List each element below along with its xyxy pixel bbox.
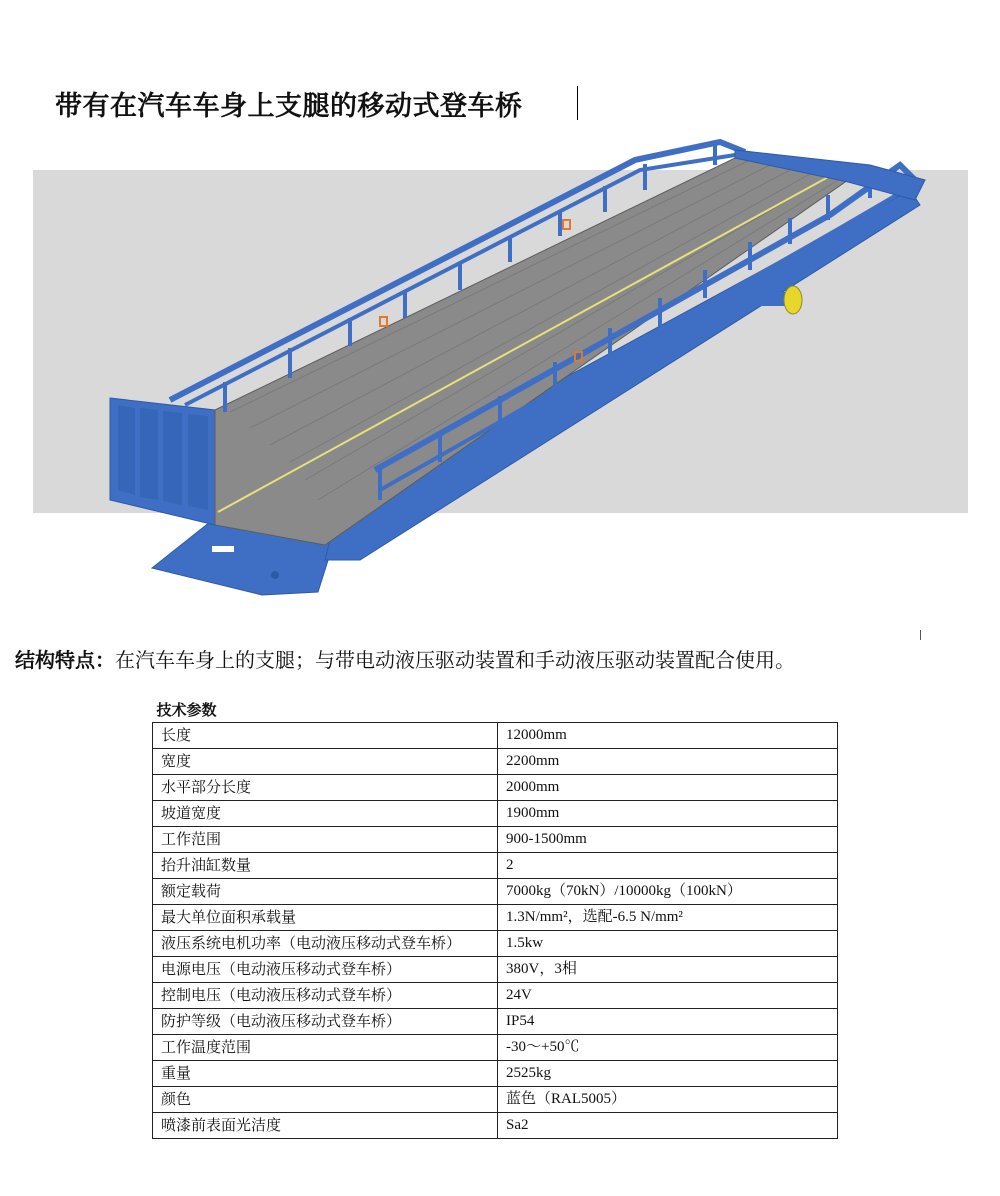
spec-key: 水平部分长度 [153, 775, 498, 801]
spec-key: 液压系统电机功率（电动液压移动式登车桥） [153, 931, 498, 957]
spec-value: Sa2 [498, 1113, 838, 1139]
spec-key: 工作温度范围 [153, 1035, 498, 1061]
features-label: 结构特点： [15, 648, 115, 672]
spec-key: 抬升油缸数量 [153, 853, 498, 879]
spec-key: 电源电压（电动液压移动式登车桥） [153, 957, 498, 983]
spec-key: 工作范围 [153, 827, 498, 853]
text-caret [577, 86, 578, 120]
table-row [153, 879, 838, 905]
table-row [153, 749, 838, 775]
spec-key: 重量 [153, 1061, 498, 1087]
table-row [153, 1113, 838, 1139]
spec-value: IP54 [498, 1009, 838, 1035]
spec-table [152, 700, 838, 1139]
spec-value: 12000mm [498, 723, 838, 749]
text-caret-mark [920, 630, 921, 640]
spec-key: 坡道宽度 [153, 801, 498, 827]
spec-key: 最大单位面积承载量 [153, 905, 498, 931]
table-row [153, 827, 838, 853]
spec-value: 2000mm [498, 775, 838, 801]
spec-table-caption: 技术参数 [153, 700, 838, 723]
spec-key: 额定载荷 [153, 879, 498, 905]
spec-key: 控制电压（电动液压移动式登车桥） [153, 983, 498, 1009]
spec-table-caption-row [153, 700, 838, 723]
spec-value: 1.5kw [498, 931, 838, 957]
spec-key: 防护等级（电动液压移动式登车桥） [153, 1009, 498, 1035]
spec-value: 1.3N/mm²，选配-6.5 N/mm² [498, 905, 838, 931]
features-text: 在汽车车身上的支腿；与带电动液压驱动装置和手动液压驱动装置配合使用。 [115, 648, 795, 672]
table-row [153, 983, 838, 1009]
spec-key: 颜色 [153, 1087, 498, 1113]
spec-value: 2200mm [498, 749, 838, 775]
spec-value: 蓝色（RAL5005） [498, 1087, 838, 1113]
table-row [153, 905, 838, 931]
table-row [153, 775, 838, 801]
spec-value: 7000kg（70kN）/10000kg（100kN） [498, 879, 838, 905]
table-row [153, 931, 838, 957]
table-row [153, 1009, 838, 1035]
table-row [153, 801, 838, 827]
spec-key: 喷漆前表面光洁度 [153, 1113, 498, 1139]
structure-features [15, 644, 795, 673]
spec-key: 宽度 [153, 749, 498, 775]
table-row [153, 1087, 838, 1113]
table-row [153, 853, 838, 879]
spec-value: 1900mm [498, 801, 838, 827]
spec-value: 24V [498, 983, 838, 1009]
spec-key: 长度 [153, 723, 498, 749]
spec-value: 900-1500mm [498, 827, 838, 853]
table-row [153, 957, 838, 983]
table-row [153, 1035, 838, 1061]
spec-value: -30～+50℃ [498, 1035, 838, 1061]
spec-value: 2 [498, 853, 838, 879]
spec-value: 2525kg [498, 1061, 838, 1087]
mobile-yard-ramp-illustration [0, 120, 1000, 610]
spec-value: 380V，3相 [498, 957, 838, 983]
page-title: 带有在汽车车身上支腿的移动式登车桥 [55, 91, 523, 122]
table-row [153, 1061, 838, 1087]
table-row [153, 723, 838, 749]
